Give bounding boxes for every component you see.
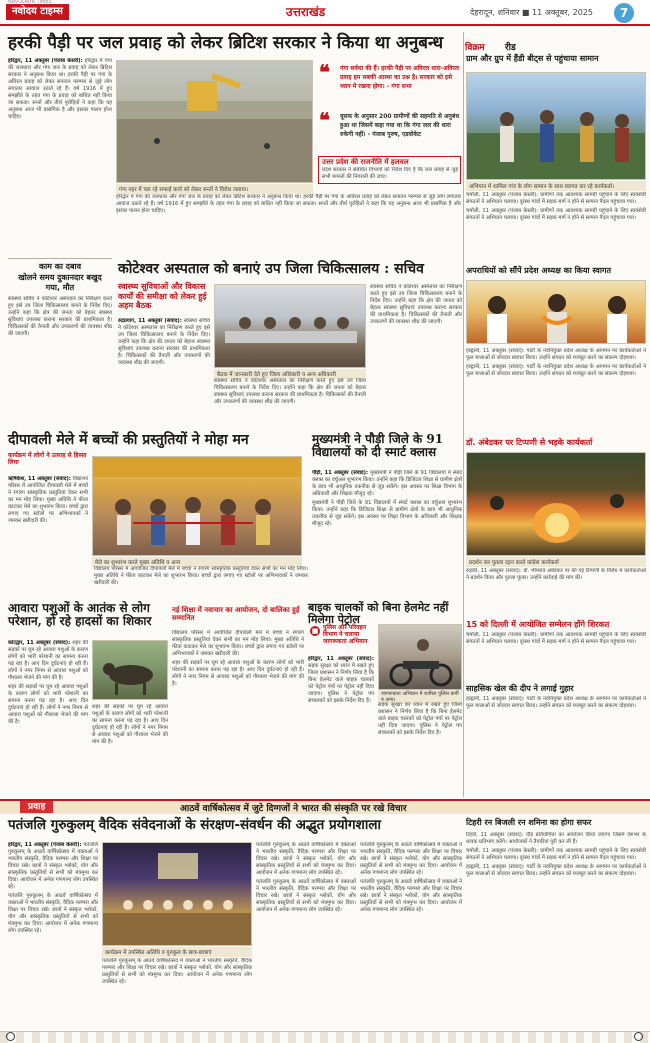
- side-box-body: [8, 296, 112, 426]
- quote-open-icon: ❝: [319, 60, 330, 84]
- story2-byline: रुद्रप्रयाग, 11 अक्तूबर (संवाद):: [118, 318, 182, 324]
- right-fifth-text: हल्द्वानी, 11 अक्तूबर (संवाद): पार्टी के नवनियुक्त प्रदेश अध्यक्ष के आगमन पर कार्यकर्ताओं ने फूल मालाओं से जोरदार स्वागत किया। उन्होंने संगठन को मजबूत करने का संकल्प दोहराया।: [466, 696, 646, 709]
- river-scene: [117, 61, 313, 183]
- right-third-text: रुड़की, 11 अक्तूबर (संवाद): डॉ. भीमराव अंबेडकर पर की गई टिप्पणी के विरोध में कार्यकर्ताओं ने प्रदर्शन किया और पुतला फूंका। उन्होंने कार्रवाई की मांग की।: [466, 568, 646, 581]
- bottom-body-c: [256, 842, 356, 1027]
- story6-photo-caption: जागरूकता अभियान में शामिल पुलिस कर्मी व अन्य।: [378, 690, 462, 704]
- right-fifth-headline: साहसिक खेल की दीप ने लगाई गुहार: [466, 684, 574, 693]
- cattle-scene: [93, 641, 168, 700]
- stage-scene: [103, 843, 252, 946]
- excavator: [187, 81, 217, 111]
- story2-text-c: स्वास्थ्य सचिव ने कोटेश्वर अस्पताल का निरीक्षण करते हुए इसे उप जिला चिकित्सालय बनाने के निर्देश दिए। उन्होंने कहा कि क्षेत्र की जनता को बेहतर स्वास्थ्य सुविधाएं उपलब्ध कराना सरकार की प्राथमिकता है। चिकित्सकों की तैनाती और उपकरणों की व्यवस्था शीघ्र की जाएगी।: [214, 378, 366, 405]
- story5-body-b: [92, 704, 168, 796]
- bottom-body-a: [8, 842, 98, 1027]
- right-third-caption: प्रदर्शन कर पुतला दहन करते कांग्रेस कार्यकर्ता: [466, 557, 646, 567]
- story3-body-b: [8, 566, 308, 596]
- right-sixth-text-c: हल्द्वानी, 11 अक्तूबर (संवाद): पार्टी के नवनियुक्त प्रदेश अध्यक्ष के आगमन पर कार्यकर्ताओं ने फूल मालाओं से जोरदार स्वागत किया। उन्होंने संगठन को मजबूत करने का संकल्प दोहराया।: [466, 864, 646, 877]
- inline-body: [172, 630, 304, 796]
- story4-body: [312, 470, 462, 596]
- strip-title: आठवें वार्षिकोत्सव में जुटे दिग्गजों ने भारत की संस्कृति पर रखे विचार: [180, 804, 407, 814]
- story1-body: [8, 58, 112, 256]
- story4-byline: पौड़ी, 11 अक्तूबर (संवाद):: [312, 470, 369, 476]
- right-sixth-headline: टिहरी रन बिजली रन शमिना का होगा सफर: [466, 818, 592, 827]
- registration-mark-icon: [6, 1032, 15, 1041]
- group-scene: [467, 73, 646, 180]
- story1-photo-caption: गंगा नहर में चल रहे सफाई कार्य को लेकर सन्तों ने विरोध जताया।: [116, 184, 313, 194]
- bike-photo: [378, 624, 462, 690]
- right-sixth-text: टिहरी, 11 अक्तूबर (संवाद): दौड़ प्रतियोगिता का आयोजन किया जाएगा जिसमें देशभर के धावक प्रतिभाग करेंगे। आयोजकों ने तैयारियां पूरी कर ली हैं।: [466, 832, 646, 845]
- right-lead-headline: ग्राम और ग्रुप में हैंडी बीट्स से पहुंचाया सामान: [466, 54, 599, 63]
- protest-photo: [466, 452, 646, 556]
- bike-scene: [379, 625, 462, 690]
- right-fourth-text: चमोली, 11 अक्तूबर (पंजाब केसरी): ग्रामीणों तक आवश्यक सामग्री पहुंचाने के लिए स्वयंसेवी संगठनों ने अभियान चलाया। दूरस्थ गांवों में सड़क मार्ग न होने से सामान पैदल पहुंचाया गया।: [466, 632, 646, 645]
- right-lead-caption: अभियान में शामिल गांव के लोग सामान के साथ स्वागत कर रहे कार्यकर्ता।: [466, 181, 646, 191]
- story3-byline: ऋषिकेश, 11 अक्तूबर (संवाद):: [8, 476, 71, 482]
- side-box-title: काम का दबाव: [38, 262, 82, 271]
- meeting-photo: [214, 284, 366, 368]
- story6-body-a: [308, 656, 374, 796]
- story2-headline: कोटेश्वर अस्पताल को बनाएं उप जिला चिकित्सालय : सचिव: [118, 261, 424, 277]
- cattle-photo: [92, 640, 168, 700]
- alert-icon: ■: [311, 627, 319, 635]
- bottom-body-d: [360, 842, 462, 1027]
- inline-text: विद्यालय परिसर में आयोजित दीपावली मेले में बच्चों ने रंगारंग सांस्कृतिक प्रस्तुतियां देकर सभी का मन मोह लिया। मुख्य अतिथि ने फीता काटकर मेले का शुभारंभ किया। बच्चों द्वारा लगाए गए स्टॉलों पर अभिभावकों ने जमकर खरीदारी की।: [172, 630, 304, 657]
- right-sixth-body: [466, 832, 646, 1027]
- bottom-headline: पतंजलि गुरुकुलम् वैदिक संवेदनाओं के संरक्षण-संवर्धन की अद्भुत प्रयोगशाला: [8, 817, 381, 833]
- quote-open-icon-2: ❝: [319, 108, 330, 132]
- right-second-text-b: हल्द्वानी, 11 अक्तूबर (संवाद): पार्टी के नवनियुक्त प्रदेश अध्यक्ष के आगमन पर कार्यकर्ताओं ने फूल मालाओं से जोरदार स्वागत किया। उन्होंने संगठन को मजबूत करने का संकल्प दोहराया।: [466, 364, 646, 377]
- story2-photo-caption: बैठक में जानकारी देते हुए जिला अधिकारी व अन्य अधिकारी: [214, 369, 366, 379]
- story1-byline: हरिद्वार, 11 अक्तूबर (पंजाब केसरी):: [8, 58, 83, 64]
- brand-sub: NAVODAYA TIMES: [8, 0, 52, 5]
- fair-photo: [92, 456, 302, 556]
- bottom-text-g: पतंजलि गुरुकुलम् के आठवें वार्षिकोत्सव में वक्ताओं ने भारतीय संस्कृति, वैदिक परम्परा और शिक्षा पर विचार रखे। छात्रों ने संस्कृत श्लोकों, योग और सांस्कृतिक प्रस्तुतियों से सभी को मंत्रमुग्ध कर दिया। आयोजन में अनेक गणमान्य लोग उपस्थित रहे।: [360, 879, 462, 913]
- river-photo: [116, 60, 313, 183]
- divider: [8, 258, 112, 259]
- right-second-text: हल्द्वानी, 11 अक्तूबर (संवाद): पार्टी के नवनियुक्त प्रदेश अध्यक्ष के आगमन पर कार्यकर्ताओं ने फूल मालाओं से जोरदार स्वागत किया। उन्होंने संगठन को मजबूत करने का संकल्प दोहराया।: [466, 348, 646, 361]
- right-sixth-text-b: चमोली, 11 अक्तूबर (पंजाब केसरी): ग्रामीणों तक आवश्यक सामग्री पहुंचाने के लिए स्वयंसेवी संगठनों ने अभियान चलाया। दूरस्थ गांवों में सड़क मार्ग न होने से सामान पैदल पहुंचाया गया।: [466, 848, 646, 861]
- story3-headline: दीपावली मेले में बच्चों की प्रस्तुतियों ने मोहा मन: [8, 432, 249, 448]
- right-third-body: [466, 568, 646, 618]
- story5-text-b: शहर की सड़कों पर घूम रहे आवारा पशुओं के कारण लोगों को भारी परेशानी का सामना करना पड़ रहा है। आए दिन दुर्घटनाएं हो रही हैं। लोगों ने नगर निगम से आवारा पशुओं को गौशाला भेजने की मांग की है।: [8, 684, 88, 725]
- right-lead-body: [466, 192, 646, 264]
- story3-subhead: कार्यक्रम में लोगों ने उत्साह से हिस्सा लिया: [8, 452, 87, 467]
- story2-body-b: [370, 284, 462, 430]
- bottom-body-b: [102, 958, 252, 1027]
- story4-text: मुख्यमंत्री ने पौड़ी जिले के 91 विद्यालयों में स्मार्ट क्लास का वर्चुअल शुभारंभ किया। उन्होंने कहा कि डिजिटल शिक्षा से ग्रामीण क्षेत्रों के छात्र भी आधुनिक तकनीक से जुड़ सकेंगे। इस अवसर पर शिक्षा विभाग के अधिकारी और शिक्षक मौजूद रहे।: [312, 470, 462, 497]
- stage-photo: [102, 842, 252, 946]
- bottom-text-b: पतंजलि गुरुकुलम् के आठवें वार्षिकोत्सव में वक्ताओं ने भारतीय संस्कृति, वैदिक परम्परा और शिक्षा पर विचार रखे। छात्रों ने संस्कृत श्लोकों, योग और सांस्कृतिक प्रस्तुतियों से सभी को मंत्रमुग्ध कर दिया। आयोजन में अनेक गणमान्य लोग उपस्थित रहे।: [8, 893, 98, 934]
- right-fifth-body: [466, 696, 646, 756]
- right-kicker: विक्रम: [465, 43, 485, 53]
- story2-body-a: [118, 318, 210, 430]
- politics-scene: [467, 281, 646, 344]
- bottom-text-f: पतंजलि गुरुकुलम् के आठवें वार्षिकोत्सव में वक्ताओं ने भारतीय संस्कृति, वैदिक परम्परा और शिक्षा पर विचार रखे। छात्रों ने संस्कृत श्लोकों, योग और सांस्कृतिक प्रस्तुतियों से सभी को मंत्रमुग्ध कर दिया। आयोजन में अनेक गणमान्य लोग उपस्थित रहे।: [360, 842, 462, 876]
- story6-headline: बाइक चालकों को बिना हेलमेट नहीं मिलेगा पेट्रोल: [308, 601, 449, 627]
- story5-text-c: शहर की सड़कों पर घूम रहे आवारा पशुओं के कारण लोगों को भारी परेशानी का सामना करना पड़ रहा है। आए दिन दुर्घटनाएं हो रही हैं। लोगों ने नगर निगम से आवारा पशुओं को गौशाला भेजने की मांग की है।: [92, 704, 168, 745]
- story2-body-c: [214, 378, 366, 430]
- right-fourth-headline: 15 को दिल्ली में आयोजित सम्मेलन होंगे शिरकत: [466, 620, 610, 629]
- right-third-headline: डॉ. अंबेडकर पर टिप्पणी से भड़के कार्यकर्ता: [466, 438, 593, 447]
- bottom-text-c: पतंजलि गुरुकुलम् के आठवें वार्षिकोत्सव में वक्ताओं ने भारतीय संस्कृति, वैदिक परम्परा और शिक्षा पर विचार रखे। छात्रों ने संस्कृत श्लोकों, योग और सांस्कृतिक प्रस्तुतियों से सभी को मंत्रमुग्ध कर दिया। आयोजन में अनेक गणमान्य लोग उपस्थित रहे।: [102, 958, 252, 985]
- story5-body-a: [8, 640, 88, 796]
- story1-body-cont: [116, 194, 461, 254]
- section-title: उत्तराखंड: [286, 5, 326, 19]
- story6-byline: हरिद्वार, 11 अक्तूबर (संवाद):: [308, 656, 374, 662]
- inset-title: उत्तर प्रदेश की राजनीति में हलचल: [322, 158, 409, 166]
- right-second-headline: अपराधियों को सौंपें प्रदेश अध्यक्ष का किया स्वागत: [466, 266, 612, 275]
- print-registration-bar: [0, 1031, 650, 1043]
- right-lead-text-b: चमोली, 11 अक्तूबर (पंजाब केसरी): ग्रामीणों तक आवश्यक सामग्री पहुंचाने के लिए स्वयंसेवी संगठनों ने अभियान चलाया। दूरस्थ गांवों में सड़क मार्ग न होने से सामान पैदल पहुंचाया गया।: [466, 208, 646, 221]
- story1-headline: हरकी पैड़ी पर जल प्रवाह को लेकर ब्रिटिश सरकार ने किया था अनुबन्ध: [8, 33, 444, 53]
- story2-text: स्वास्थ्य सचिव ने कोटेश्वर अस्पताल का निरीक्षण करते हुए इसे उप जिला चिकित्सालय बनाने के निर्देश दिए। उन्होंने कहा कि क्षेत्र की जनता को बेहतर स्वास्थ्य सुविधाएं उपलब्ध कराना सरकार की प्राथमिकता है। चिकित्सकों की तैनाती और उपकरणों की व्यवस्था शीघ्र की जाएगी।: [118, 318, 210, 366]
- inline-text-b: शहर की सड़कों पर घूम रहे आवारा पशुओं के कारण लोगों को भारी परेशानी का सामना करना पड़ रहा है। आए दिन दुर्घटनाएं हो रही हैं। लोगों ने नगर निगम से आवारा पशुओं को गौशाला भेजने की मांग की है।: [172, 660, 304, 687]
- story3-text-b: विद्यालय परिसर में आयोजित दीपावली मेले में बच्चों ने रंगारंग सांस्कृतिक प्रस्तुतियां देकर सभी का मन मोह लिया। मुख्य अतिथि ने फीता काटकर मेले का शुभारंभ किया। बच्चों द्वारा लगाए गए स्टॉलों पर अभिभावकों ने जमकर खरीदारी की।: [94, 566, 308, 586]
- right-second-body: [466, 348, 646, 438]
- inline-head: नई शिक्षा में नवाचार का आयोजन, दो बालिका हुईं सम्मानित: [172, 606, 300, 623]
- bottom-text-d: पतंजलि गुरुकुलम् के आठवें वार्षिकोत्सव में वक्ताओं ने भारतीय संस्कृति, वैदिक परम्परा और शिक्षा पर विचार रखे। छात्रों ने संस्कृत श्लोकों, योग और सांस्कृतिक प्रस्तुतियों से सभी को मंत्रमुग्ध कर दिया। आयोजन में अनेक गणमान्य लोग उपस्थित रहे।: [256, 842, 356, 876]
- registration-mark-icon-2: [634, 1032, 643, 1041]
- story3-text: विद्यालय परिसर में आयोजित दीपावली मेले में बच्चों ने रंगारंग सांस्कृतिक प्रस्तुतियां देकर सभी का मन मोह लिया। मुख्य अतिथि ने फीता काटकर मेले का शुभारंभ किया। बच्चों द्वारा लगाए गए स्टॉलों पर अभिभावकों ने जमकर खरीदारी की।: [8, 476, 88, 524]
- story2-text-b: स्वास्थ्य सचिव ने कोटेश्वर अस्पताल का निरीक्षण करते हुए इसे उप जिला चिकित्सालय बनाने के निर्देश दिए। उन्होंने कहा कि क्षेत्र की जनता को बेहतर स्वास्थ्य सुविधाएं उपलब्ध कराना सरकार की प्राथमिकता है। चिकित्सकों की तैनाती और उपकरणों की व्यवस्था शीघ्र की जाएगी।: [370, 284, 462, 325]
- group-photo: [466, 72, 646, 180]
- protest-scene: [467, 453, 646, 556]
- story3-photo-caption: मेले का शुभारंभ करते मुख्य अतिथि व अन्य: [92, 557, 302, 567]
- politics-photo: [466, 280, 646, 344]
- brand-logo: नवोदय टाइम्स: [6, 4, 69, 20]
- right-lead-text: चमोली, 11 अक्तूबर (पंजाब केसरी): ग्रामीणों तक आवश्यक सामग्री पहुंचाने के लिए स्वयंसेवी संगठनों ने अभियान चलाया। दूरस्थ गांवों में सड़क मार्ग न होने से सामान पैदल पहुंचाया गया।: [466, 192, 646, 205]
- masthead: [0, 0, 650, 26]
- side-box-text: खोलने समय दुकानदार बखुद गया, मौत: [18, 273, 102, 292]
- quote-2: यूसफ के अनुसार 200 ग्रामीणों की सहमति से अनुबंध हुआ था जिसमें कहा गया था कि गंगा जल की धारा रुकेगी नहीं। - पंजाब पुरुष, एडवोकेट: [340, 113, 460, 138]
- right-fourth-body: [466, 632, 646, 682]
- story4-headline: मुख्यमंत्री ने पौड़ी जिले के 91 विद्यालयों को दी स्मार्ट क्लास: [312, 432, 444, 460]
- quote-1: गंगा सर्वथा की हैं। हरकी पैड़ी पर अविरल धारा-अविरल प्रवाह हम सबकी आस्था का प्रश्न है। सरकार को इसे ध्यान में रखना होगा। - गंगा सभा: [340, 65, 459, 90]
- story5-byline: कोटद्वार, 11 अक्तूबर (संवाद):: [8, 640, 71, 646]
- date-line: देहरादून, शनिवार ■ 11 अक्तूबर, 2025: [470, 8, 593, 17]
- story1-text: हरिद्वार में गंगा की जलधारा और गंगा जल के प्रवाह को लेकर ब्रिटिश सरकार ने अनुबन्ध किया था। हरकी पैड़ी पर गंगा के अविरल प्रवाह को लेकर सनातन परम्परा से जुड़े लोग लगातार आवाज उठाते रहे हैं। वर्ष 1916 में हुए समझौते के तहत गंगा के प्रवाह को बाधित नहीं किया जा सकता। सन्तों और तीर्थ पुरोहितों ने कहा कि यह अनुबन्ध आज भी प्रासंगिक है और इसका पालन होना चाहिए।: [8, 58, 112, 120]
- inset-text: प्रदेश सरकार ने संबंधित विभागों को निर्देश दिए हैं कि जल प्रवाह से जुड़े सभी मामलों की निगरानी की जाए।: [322, 167, 458, 180]
- right-kicker-rest: रीड: [505, 43, 516, 53]
- side-box-body-text: स्वास्थ्य सचिव ने कोटेश्वर अस्पताल का निरीक्षण करते हुए इसे उप जिला चिकित्सालय बनाने के निर्देश दिए। उन्होंने कहा कि क्षेत्र की जनता को बेहतर स्वास्थ्य सुविधाएं उपलब्ध कराना सरकार की प्राथमिकता है। चिकित्सकों की तैनाती और उपकरणों की व्यवस्था शीघ्र की जाएगी।: [8, 296, 112, 337]
- story6-text: सड़क सुरक्षा को ध्यान में रखते हुए जिला प्रशासन ने निर्णय लिया है कि बिना हेलमेट वाले बाइक चालकों को पेट्रोल पंपों पर पेट्रोल नहीं दिया जाएगा। पुलिस ने पेट्रोल पंप संचालकों को इसके निर्देश दिए हैं।: [308, 663, 374, 704]
- story5-text: शहर की सड़कों पर घूम रहे आवारा पशुओं के कारण लोगों को भारी परेशानी का सामना करना पड़ रहा है। आए दिन दुर्घटनाएं हो रही हैं। लोगों ने नगर निगम से आवारा पशुओं को गौशाला भेजने की मांग की है।: [8, 640, 88, 681]
- story6-text-b: सड़क सुरक्षा को ध्यान में रखते हुए जिला प्रशासन ने निर्णय लिया है कि बिना हेलमेट वाले बाइक चालकों को पेट्रोल पंपों पर पेट्रोल नहीं दिया जाएगा। पुलिस ने पेट्रोल पंप संचालकों को इसके निर्देश दिए हैं।: [378, 702, 462, 736]
- story6-subhead: पुलिस और परिवहन विभाग ने चलाया जागरूकता अभियान: [323, 624, 368, 646]
- story4-text-b: मुख्यमंत्री ने पौड़ी जिले के 91 विद्यालयों में स्मार्ट क्लास का वर्चुअल शुभारंभ किया। उन्होंने कहा कि डिजिटल शिक्षा से ग्रामीण क्षेत्रों के छात्र भी आधुनिक तकनीक से जुड़ सकेंगे। इस अवसर पर शिक्षा विभाग के अधिकारी और शिक्षक मौजूद रहे।: [312, 500, 462, 527]
- bottom-text-e: पतंजलि गुरुकुलम् के आठवें वार्षिकोत्सव में वक्ताओं ने भारतीय संस्कृति, वैदिक परम्परा और शिक्षा पर विचार रखे। छात्रों ने संस्कृत श्लोकों, योग और सांस्कृतिक प्रस्तुतियों से सभी को मंत्रमुग्ध कर दिया। आयोजन में अनेक गणमान्य लोग उपस्थित रहे।: [256, 879, 356, 913]
- story6-body-b: [378, 702, 462, 796]
- meeting-scene: [215, 285, 366, 368]
- story2-sidebar-title: स्वास्थ्य सुविधाओं और विकास कार्यों की समीक्षा को लेकर हुई अहम बैठक: [118, 282, 207, 311]
- column-divider: [463, 32, 464, 797]
- story5-headline: आवारा पशुओं के आतंक से लोग परेशान, हो रहे हादसों का शिकार: [8, 601, 152, 629]
- section-label: प्रवाह: [20, 801, 53, 813]
- bottom-photo-caption: कार्यक्रम में उपस्थित अतिथि व गुरुकुल के छात्र-छात्राएं: [102, 947, 252, 957]
- fair-scene: [93, 457, 302, 556]
- bottom-byline: हरिद्वार, 11 अक्तूबर (पंजाब केसरी):: [8, 842, 82, 848]
- bottom-text: पतंजलि गुरुकुलम् के आठवें वार्षिकोत्सव में वक्ताओं ने भारतीय संस्कृति, वैदिक परम्परा और शिक्षा पर विचार रखे। छात्रों ने संस्कृत श्लोकों, योग और सांस्कृतिक प्रस्तुतियों से सभी को मंत्रमुग्ध कर दिया। आयोजन में अनेक गणमान्य लोग उपस्थित रहे।: [8, 842, 98, 890]
- page-number: 7: [614, 3, 634, 23]
- story1-text-cont: हरिद्वार में गंगा की जलधारा और गंगा जल के प्रवाह को लेकर ब्रिटिश सरकार ने अनुबन्ध किया था। हरकी पैड़ी पर गंगा के अविरल प्रवाह को लेकर सनातन परम्परा से जुड़े लोग लगातार आवाज उठाते रहे हैं। वर्ष 1916 में हुए समझौते के तहत गंगा के प्रवाह को बाधित नहीं किया जा सकता। सन्तों और तीर्थ पुरोहितों ने कहा कि यह अनुबन्ध आज भी प्रासंगिक है और इसका पालन होना चाहिए।: [116, 194, 461, 214]
